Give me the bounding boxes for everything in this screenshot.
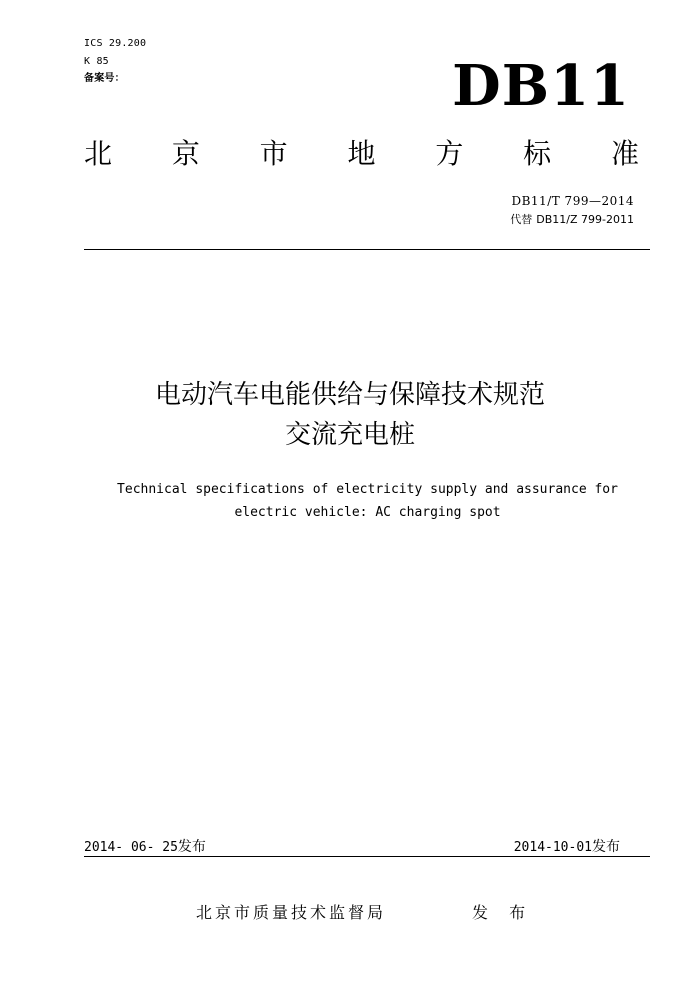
db11-logo: DB11 [452, 53, 630, 119]
footer-divider [84, 856, 650, 857]
chinese-title-line-2: 交流充电桩 [284, 420, 415, 450]
ics-code: ICS 29.200 [84, 38, 147, 49]
implement-date-label: 发布 [592, 839, 620, 855]
replaces-line [510, 213, 634, 227]
implement-date-line [514, 838, 620, 857]
issue-word: 发 布 [472, 903, 534, 922]
issuing-authority: 北京市质量技术监督局 [196, 903, 387, 922]
standard-type-title [84, 134, 639, 174]
standard-title-char: 方 [435, 137, 464, 170]
issue-date: 2014- 06- 25 [84, 840, 178, 855]
standard-title-char: 准 [610, 137, 639, 170]
english-title-line-2: electric vehicle: AC charging spot [234, 505, 501, 520]
replaces-label: 代替 [510, 213, 533, 226]
standard-code: DB11/T 799—2014 [511, 194, 634, 208]
replaces-code: DB11/Z 799-2011 [536, 213, 634, 226]
standard-title-char: 京 [171, 137, 200, 170]
ccs-code: K 85 [84, 56, 109, 67]
issue-date-line [84, 838, 206, 857]
standard-title-char: 地 [347, 137, 376, 170]
standard-title-char: 市 [259, 137, 288, 170]
standard-title-char: 标 [523, 137, 552, 170]
record-number-label: 备案号： [84, 73, 125, 84]
english-title [90, 478, 645, 524]
english-title-line-1: Technical specifications of electricity supply and assurance for [117, 482, 618, 497]
implement-date: 2014-10-01 [513, 840, 592, 855]
issue-date-label: 发布 [177, 839, 206, 855]
standard-title-char: 北 [84, 137, 113, 170]
header-divider [84, 249, 650, 250]
chinese-title-line-1: 电动汽车电能供给与保障技术规范 [154, 380, 545, 410]
